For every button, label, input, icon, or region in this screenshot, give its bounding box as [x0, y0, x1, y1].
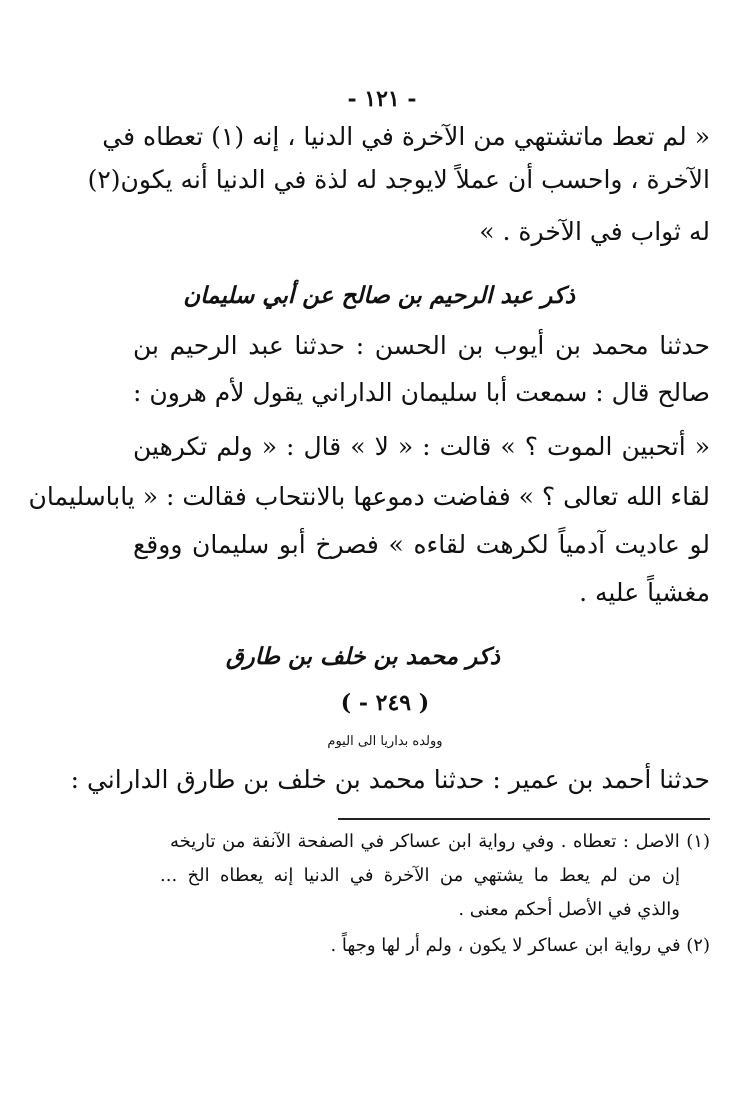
footnote-2: (٢) في رواية ابن عساكر لا يكون ، ولم أر لها وجهاً . — [330, 935, 710, 956]
footnote-1-line-1: (١) الاصل : تعطاه . وفي رواية ابن عساكر في الصفحة الآنفة من تاريخه — [170, 831, 710, 852]
footnote-separator — [338, 818, 710, 820]
section2-line-1: حدثنا أحمد بن عمير : حدثنا محمد بن خلف بن طارق الداراني : — [70, 765, 710, 794]
family-note: وولده بداريا الى اليوم — [327, 734, 443, 749]
passage-line-1: « لم تعط ماتشتهي من الآخرة في الدنيا ، إنه (١) تعطاه في — [102, 122, 710, 151]
passage-line-2: الآخرة ، واحسب أن عملاً لايوجد له لذة في الدنيا أنه يكون(٢) — [87, 165, 710, 194]
section1-line-3: « أتحبين الموت ؟ » قالت : « لا » قال : « ولم تكرهين — [133, 432, 710, 461]
section-heading-abd-al-rahim: ذكر عبد الرحيم بن صالح عن أبي سليمان — [183, 282, 575, 309]
section-heading-muhammad-ibn-khalaf: ذكر محمد بن خلف بن طارق — [225, 643, 500, 670]
section1-line-2: صالح قال : سمعت أبا سليمان الداراني يقول لأم هرون : — [133, 378, 710, 407]
page-number: - ١٢١ - — [347, 86, 417, 112]
footnote-1-line-3: والذي في الأصل أحكم معنى . — [458, 899, 680, 920]
passage-line-3: له ثواب في الآخرة . » — [479, 217, 710, 246]
footnote-1-line-2: إن من لم يعط ما يشتهي من الآخرة في الدنيا إنه يعطاه الخ ... — [160, 865, 680, 886]
section1-line-1: حدثنا محمد بن أيوب بن الحسن : حدثنا عبد الرحيم بن — [133, 331, 710, 360]
death-date: ( - ٢٤٩ ) — [340, 690, 430, 716]
section1-line-4: لقاء الله تعالى ؟ » ففاضت دموعها بالانتحاب فقالت : « ياباسليمان — [28, 482, 710, 511]
section1-line-5: لو عاديت آدمياً لكرهت لقاءه » فصرخ أبو سليمان ووقع — [133, 530, 710, 559]
section1-line-6: مغشياً عليه . — [579, 578, 710, 607]
